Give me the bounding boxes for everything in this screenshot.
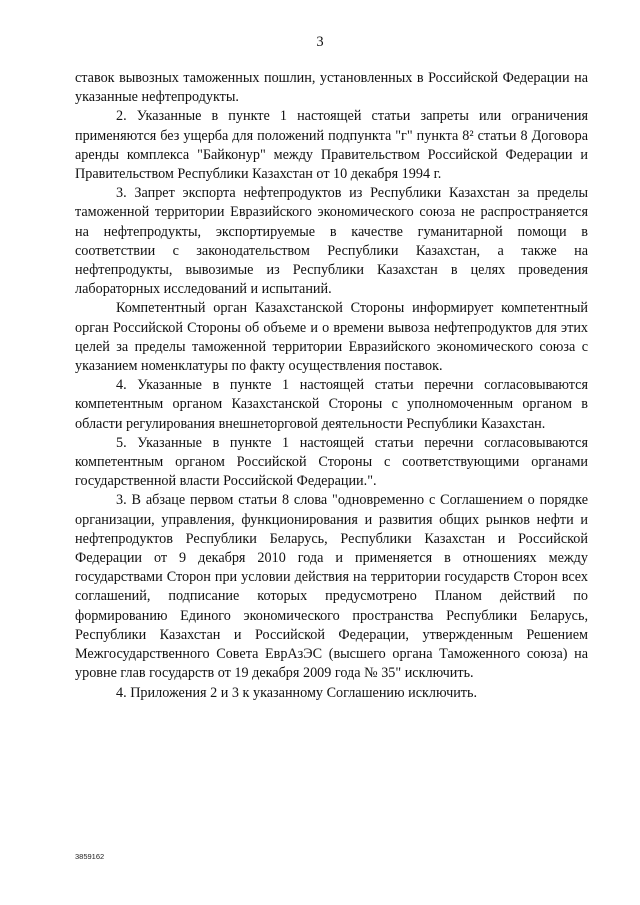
paragraph-item-3: 3. Запрет экспорта нефтепродуктов из Республики Казахстан за пределы таможенной территории Евразийского экономического союза не распространяется на нефтепродукты, экспортируемые в качестве гуманитарной помощи в соответствии с законодательством Республики Казахстан, а также на нефтепродукты, вывозимые из Республики Казахстан в целях проведения лабораторных исследований и испытаний. (75, 185, 588, 298)
document-code: 3859162 (75, 852, 105, 861)
paragraph-item-5: 5. Указанные в пункте 1 настоящей статьи перечни согласовываются компетентным органом Российской Стороны с соответствующими органами государственной власти Российской Федерации.". (75, 434, 588, 490)
paragraph-item-2: 2. Указанные в пункте 1 настоящей статьи запреты или ограничения применяются без ущерба для положений подпункта "г" пункта 8² статьи 8 Договора аренды комплекса "Байконур" между Правительством Российской Федерации и Правительством Республики Казахстан от 10 декабря 1994 г. (75, 108, 588, 183)
document-body (75, 69, 588, 703)
paragraph-competent-authority: Компетентный орган Казахстанской Стороны информирует компетентный орган Российской Стороны об объеме и о времени вывоза нефтепродуктов для этих целей за пределы таможенной территории Евразийского экономического союза с указанием номенклатуры по факту осуществления поставок. (75, 300, 588, 375)
paragraph-annexes: 4. Приложения 2 и 3 к указанному Соглашению исключить. (116, 684, 478, 701)
paragraph-continuation: ставок вывозных таможенных пошлин, установленных в Российской Федерации на указанные нефтепродукты. (75, 70, 588, 106)
paragraph-article-8-amendment: 3. В абзаце первом статьи 8 слова "одновременно с Соглашением о порядке организации, управления, функционирования и развития общих рынков нефти и нефтепродуктов Республики Беларусь, Республики Казахстан и Российской Федерации от 9 декабря 2010 года и применяется в отношениях между государствами Сторон при условии действия на территории государств Сторон всех соглашений, подписание которых предусмотрено Планом действий по формированию Единого экономического пространства Республики Беларусь, Республики Казахстан и Российской Федерации, утвержденным Решением Межгосударственного Совета ЕврАзЭС (высшего органа Таможенного союза) на уровне глав государств от 19 декабря 2009 года № 35" исключить. (75, 492, 588, 682)
paragraph-item-4: 4. Указанные в пункте 1 настоящей статьи перечни согласовываются компетентным органом Казахстанской Стороны с уполномоченным органом в области регулирования внешнеторговой деятельности Республики Казахстан. (75, 377, 588, 432)
page-number: 3 (316, 34, 324, 50)
